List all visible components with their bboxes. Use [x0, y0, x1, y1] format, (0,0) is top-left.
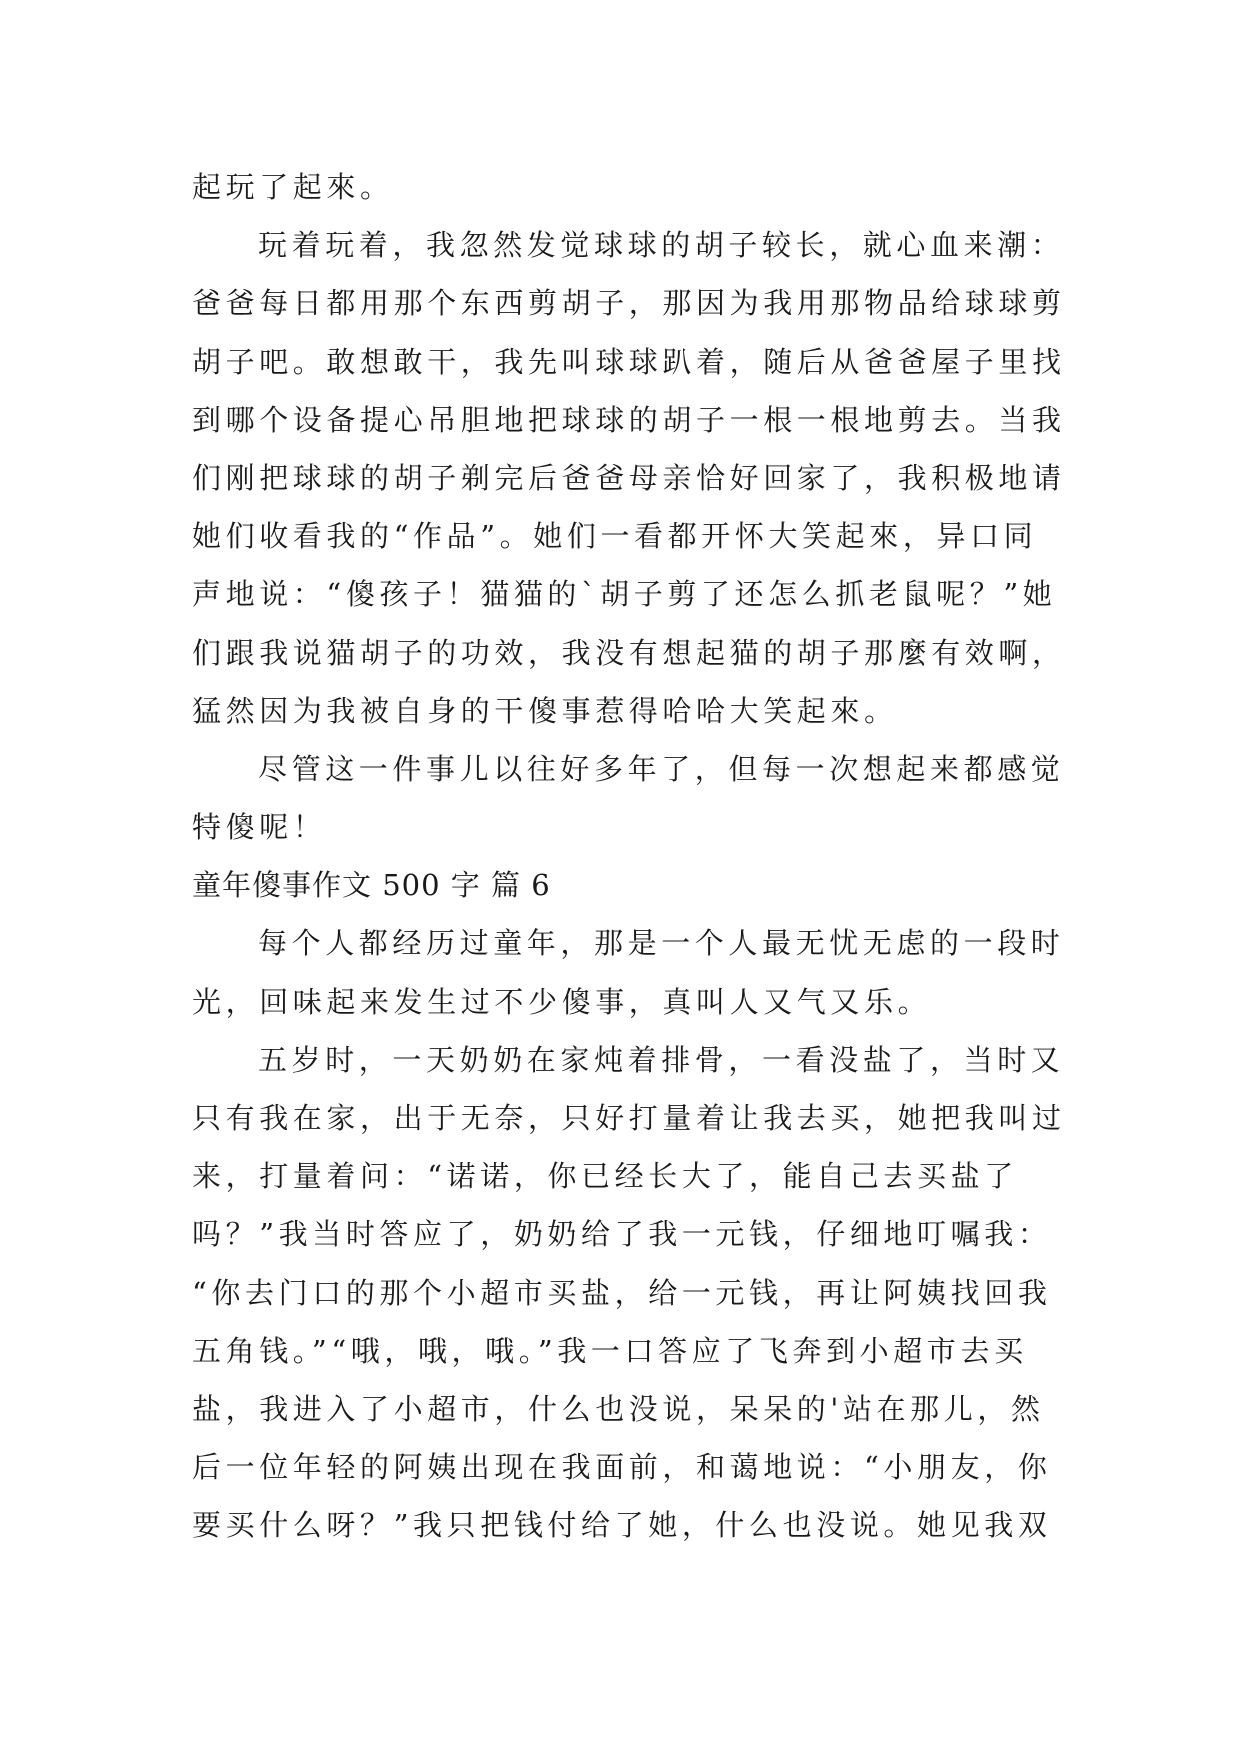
text-line: 声地说：“傻孩子！猫猫的`胡子剪了还怎么抓老鼠呢？”她	[192, 577, 1057, 612]
text-line: 光，回味起来发生过不少傻事，真叫人又气又乐。	[192, 984, 932, 1019]
text-line: 到哪个设备提心吊胆地把球球的胡子一根一根地剪去。当我	[192, 402, 1066, 437]
text-line: 猛然因为我被自身的干傻事惹得哈哈大笑起來。	[192, 693, 898, 728]
text-line: 胡子吧。敢想敢干，我先叫球球趴着，随后从爸爸屋子里找	[192, 344, 1066, 379]
text-line: 爸爸每日都用那个东西剪胡子，那因为我用那物品给球球剪	[192, 286, 1066, 321]
text-line: 玩着玩着，我忽然发觉球球的胡子较长，就心血来潮：	[258, 228, 1065, 263]
text-line: 盐，我进入了小超市，什么也没说，呆呆的'站在那儿，然	[192, 1391, 1045, 1426]
text-line: 吗？”我当时答应了，奶奶给了我一元钱，仔细地叮嘱我：	[192, 1217, 1052, 1252]
text-line: 来，打量着问：“诺诺，你已经长大了，能自己去买盐了	[192, 1159, 1018, 1194]
section-heading: 童年傻事作文 500 字 篇 6	[192, 868, 551, 903]
document-body	[192, 158, 1066, 1555]
text-line: 五角钱。”“哦，哦，哦。”我一口答应了飞奔到小超市去买	[192, 1333, 1028, 1368]
text-line: 要买什么呀？”我只把钱付给了她，什么也没说。她见我双	[192, 1508, 1052, 1543]
text-line: 后一位年轻的阿姨出现在我面前，和蔼地说：“小朋友，你	[192, 1450, 1052, 1485]
text-line: 五岁时，一天奶奶在家炖着排骨，一看没盐了，当时又	[258, 1042, 1065, 1077]
text-line: 每个人都经历过童年，那是一个人最无忧无虑的一段时	[258, 926, 1065, 961]
text-line: 尽管这一件事儿以往好多年了，但每一次想起来都感觉	[258, 751, 1065, 786]
text-line: 们刚把球球的胡子剃完后爸爸母亲恰好回家了，我积极地请	[192, 460, 1066, 495]
text-line: 她们收看我的“作品”。她们一看都开怀大笑起來，异口同	[192, 519, 1038, 554]
text-line: 特傻呢！	[192, 810, 327, 845]
text-line: “你去门口的那个小超市买盐，给一元钱，再让阿姨找回我	[192, 1275, 1052, 1310]
text-line: 起玩了起來。	[192, 170, 394, 204]
text-line: 们跟我说猫胡子的功效，我没有想起猫的胡子那麼有效啊，	[192, 635, 1066, 670]
text-line: 只有我在家，出于无奈，只好打量着让我去买，她把我叫过	[192, 1101, 1066, 1135]
